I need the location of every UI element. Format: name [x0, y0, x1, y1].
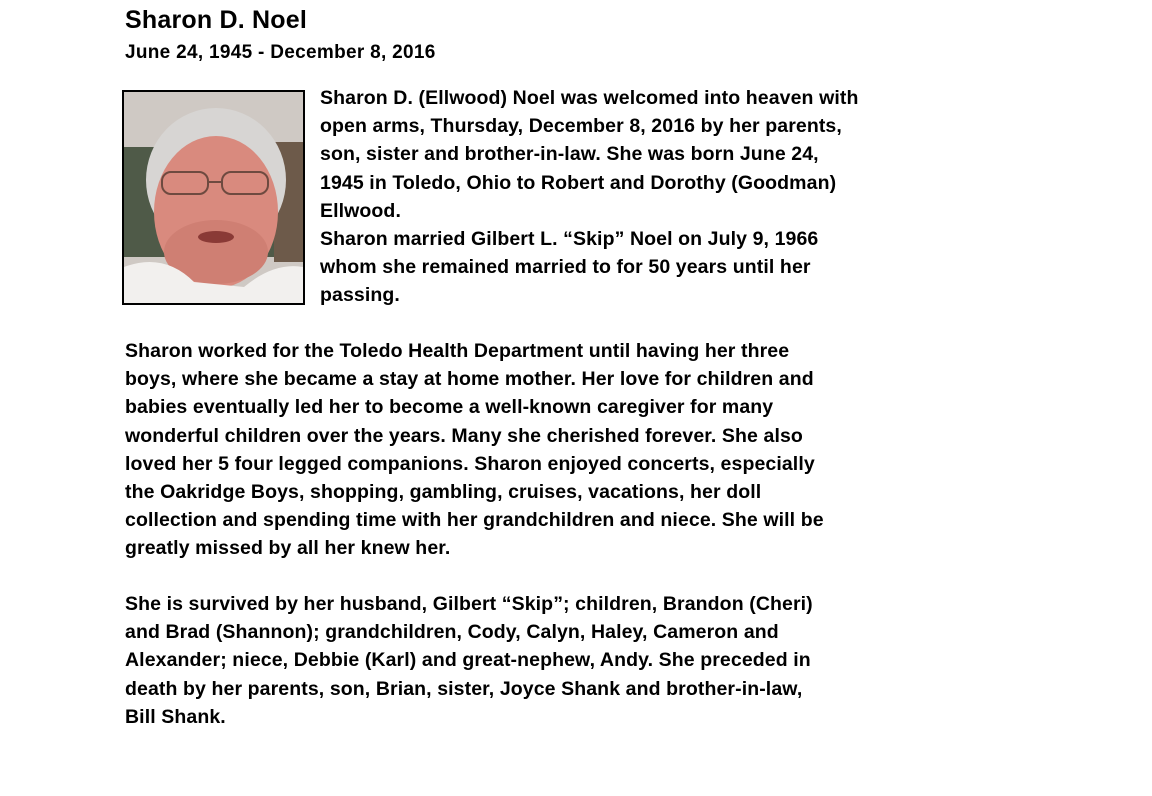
paragraph-line: wonderful children over the years. Many she cherished forever. She also	[125, 424, 803, 447]
paragraph-line: greatly missed by all her knew her.	[125, 537, 451, 560]
intro-line: Sharon married Gilbert L. “Skip” Noel on July 9, 1966	[320, 228, 819, 251]
paragraph-line: boys, where she became a stay at home mother. Her love for children and	[125, 368, 814, 391]
intro-line: open arms, Thursday, December 8, 2016 by her parents,	[320, 115, 842, 138]
intro-line: passing.	[320, 284, 400, 307]
survivors-paragraph	[125, 590, 1005, 731]
intro-line: Ellwood.	[320, 199, 401, 222]
paragraph-line: She is survived by her husband, Gilbert “Skip”; children, Brandon (Cheri)	[125, 593, 813, 615]
paragraph-line: death by her parents, son, Brian, sister, Joyce Shank and brother-in-law,	[125, 677, 803, 700]
paragraph-line: and Brad (Shannon); grandchildren, Cody, Calyn, Haley, Cameron and	[125, 621, 779, 644]
paragraph-line: the Oakridge Boys, shopping, gambling, cruises, vacations, her doll	[125, 481, 762, 504]
obituary-name: Sharon D. Noel	[125, 6, 307, 34]
intro-line: Sharon D. (Ellwood) Noel was welcomed into heaven with	[320, 87, 859, 109]
obituary-dates: June 24, 1945 - December 8, 2016	[125, 42, 436, 63]
paragraph-line: Alexander; niece, Debbie (Karl) and great-nephew, Andy. She preceded in	[125, 649, 811, 672]
intro-line: whom she remained married to for 50 years until her	[320, 256, 811, 279]
intro-paragraph	[320, 84, 1010, 310]
life-paragraph	[125, 337, 1005, 563]
intro-line: son, sister and brother-in-law. She was born June 24,	[320, 143, 819, 166]
paragraph-line: babies eventually led her to become a well-known caregiver for many	[125, 396, 774, 419]
paragraph-line: Bill Shank.	[125, 705, 226, 728]
portrait-photo	[122, 90, 305, 305]
paragraph-line: Sharon worked for the Toledo Health Department until having her three	[125, 340, 790, 362]
paragraph-line: collection and spending time with her grandchildren and niece. She will be	[125, 509, 824, 532]
intro-line: 1945 in Toledo, Ohio to Robert and Dorothy (Goodman)	[320, 171, 837, 194]
paragraph-line: loved her 5 four legged companions. Sharon enjoyed concerts, especially	[125, 452, 815, 475]
